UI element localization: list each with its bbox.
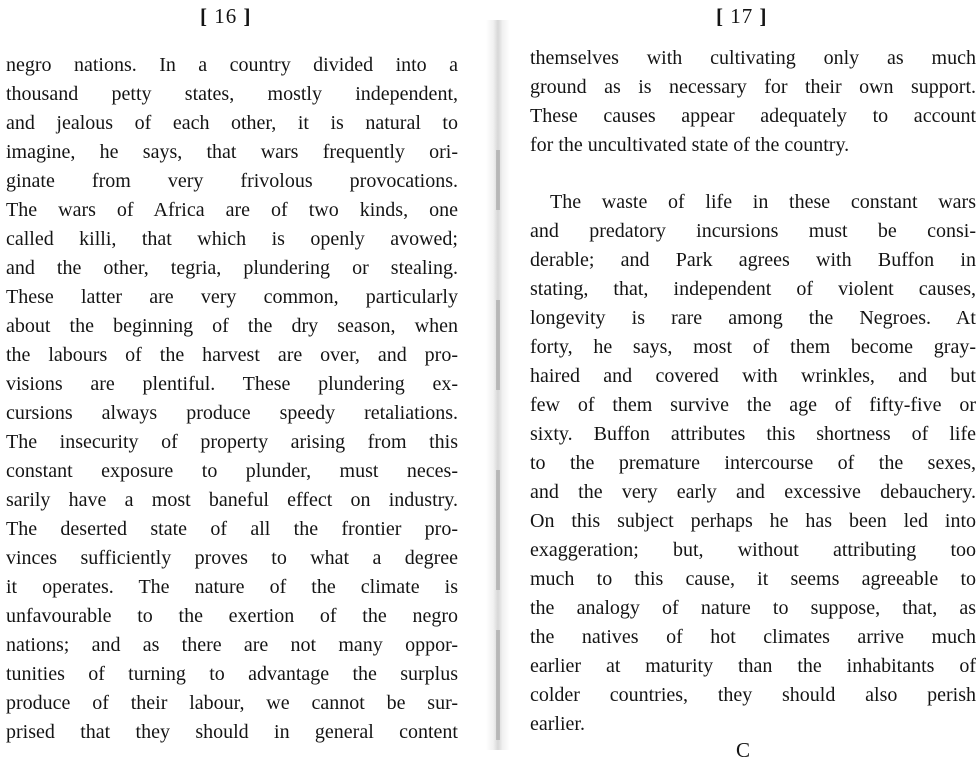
right-page	[510, 0, 980, 764]
text-line: imagine, he says, that wars frequently ori-	[6, 141, 458, 163]
text-line: On this subject perhaps he has been led into	[530, 510, 976, 532]
text-line: prised that they should in general content	[6, 721, 458, 743]
text-line: unfavourable to the exertion of the negro	[6, 605, 458, 627]
text-line: visions are plentiful. These plundering ex-	[6, 373, 458, 395]
text-line: the labours of the harvest are over, and pro-	[6, 344, 458, 366]
text-line: stating, that, independent of violent causes,	[530, 278, 976, 300]
text-line: cursions always produce speedy retaliations.	[6, 402, 458, 424]
signature-mark: C	[736, 738, 751, 762]
gutter-shadow	[496, 300, 500, 390]
text-line: These causes appear adequately to account	[530, 105, 976, 127]
text-line: forty, he says, most of them become gray-	[530, 336, 976, 358]
gutter-shadow	[496, 630, 500, 740]
right-page-number	[716, 4, 768, 29]
text-line: and the very early and excessive debauchery.	[530, 481, 976, 503]
left-page-text	[6, 51, 458, 747]
text-line: sarily have a most baneful effect on industry.	[6, 489, 458, 511]
text-line: nations; and as there are not many oppor-	[6, 634, 458, 656]
text-line: derable; and Park agrees with Buffon in	[530, 249, 976, 271]
text-line: produce of their labour, we cannot be sur-	[6, 692, 458, 714]
text-line: exaggeration; but, without attributing too	[530, 539, 976, 561]
text-line: called killi, that which is openly avowed;	[6, 228, 458, 250]
text-line: the analogy of nature to suppose, that, as	[530, 597, 976, 619]
text-line: constant exposure to plunder, must neces-	[6, 460, 458, 482]
bracket-close: ]	[243, 4, 252, 28]
text-line: negro nations. In a country divided into a	[6, 54, 458, 76]
text-line: for the uncultivated state of the country.	[530, 134, 850, 156]
text-line: The insecurity of property arising from this	[6, 431, 458, 453]
page-number-value: 17	[730, 4, 754, 28]
paragraph-gap	[530, 160, 976, 188]
text-line: The waste of life in these constant wars	[550, 191, 976, 213]
bracket-open: [	[716, 4, 724, 28]
text-line: The wars of Africa are of two kinds, one	[6, 199, 458, 221]
text-line: These latter are very common, particularly	[6, 286, 458, 308]
text-line: about the beginning of the dry season, when	[6, 315, 458, 337]
left-page-number	[200, 4, 252, 29]
text-line: thousand petty states, mostly independent,	[6, 83, 458, 105]
text-line: much to this cause, it seems agreeable to	[530, 568, 976, 590]
text-line: The deserted state of all the frontier pro-	[6, 518, 458, 540]
text-line: longevity is rare among the Negroes. At	[530, 307, 976, 329]
text-line: and the other, tegria, plundering or stealing.	[6, 257, 458, 279]
gutter-shadow	[496, 150, 500, 210]
text-line: the natives of hot climates arrive much	[530, 626, 976, 648]
text-line: sixty. Buffon attributes this shortness of life	[530, 423, 976, 445]
text-line: earlier at maturity than the inhabitants of	[530, 655, 976, 677]
text-line: to the premature intercourse of the sexes,	[530, 452, 976, 474]
gutter-shadow	[496, 470, 500, 590]
text-line: tunities of turning to advantage the surplus	[6, 663, 458, 685]
bracket-close: ]	[759, 4, 768, 28]
text-line: it operates. The nature of the climate is	[6, 576, 458, 598]
text-line: colder countries, they should also perish	[530, 684, 976, 706]
text-line: earlier.	[530, 713, 585, 735]
right-page-text	[530, 44, 976, 739]
text-line: ground as is necessary for their own support.	[530, 76, 976, 98]
text-line: themselves with cultivating only as much	[530, 47, 976, 69]
bracket-open: [	[200, 4, 208, 28]
text-line: ginate from very frivolous provocations.	[6, 170, 458, 192]
text-line: few of them survive the age of fifty-five or	[530, 394, 976, 416]
text-line: vinces sufficiently proves to what a degree	[6, 547, 458, 569]
text-line: and jealous of each other, it is natural to	[6, 112, 458, 134]
page-number-value: 16	[214, 4, 238, 28]
text-line: and predatory incursions must be consi-	[530, 220, 976, 242]
left-page	[0, 0, 478, 764]
text-line: haired and covered with wrinkles, and but	[530, 365, 976, 387]
